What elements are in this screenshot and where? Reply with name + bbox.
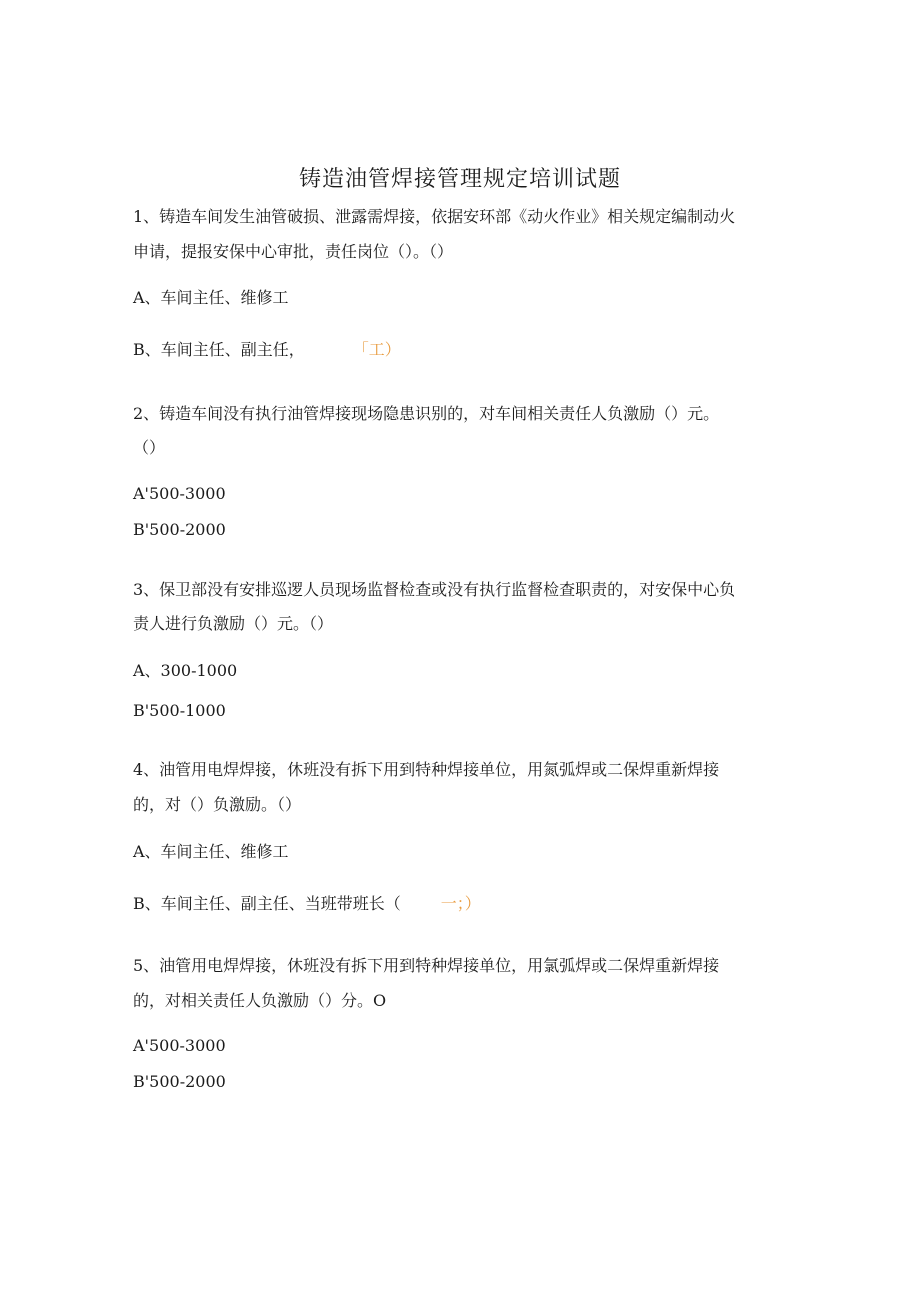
question-3-option-b: B'500-1000 <box>133 701 226 720</box>
question-2-line-1: 2、铸造车间没有执行油管焊接现场隐患识别的，对车间相关责任人负激励（）元。 <box>133 404 720 423</box>
question-1-line-1: 1、铸造车间发生油管破损、泄露需焊接，依据安环部《动火作业》相关规定编制动火 <box>133 207 736 226</box>
question-2-line-2: （） <box>133 438 166 457</box>
question-3-line-2: 责人进行负激励（）元。（） <box>133 614 334 633</box>
option-mark: 一；） <box>440 894 481 913</box>
question-5-line-2: 的，对相关责任人负激励（）分。O <box>133 991 387 1010</box>
option-text: B、车间主任、副主任、当班带班长（ <box>133 894 401 913</box>
question-4-option-b <box>133 894 481 914</box>
question-1-line-2: 申请，提报安保中心审批，责任岗位（）。（） <box>133 242 454 261</box>
question-1-option-a: A、车间主任、维修工 <box>133 288 289 307</box>
option-mark: 「工） <box>360 340 401 359</box>
question-4-line-2: 的，对（）负激励。（） <box>133 795 302 814</box>
question-5-option-b: B'500-2000 <box>133 1072 226 1091</box>
question-4-option-a: A、车间主任、维修工 <box>133 842 289 861</box>
question-2-option-b: B'500-2000 <box>133 520 226 539</box>
question-5-line-1: 5、油管用电焊焊接，休班没有拆下用到特种焊接单位，用氯弧焊或二保焊重新焊接 <box>133 956 720 975</box>
question-4-line-1: 4、油管用电焊焊接，休班没有拆下用到特种焊接单位，用氮弧焊或二保焊重新焊接 <box>133 760 720 779</box>
question-1-option-b <box>133 340 401 360</box>
option-text: B、车间主任、副主任， <box>133 340 305 359</box>
question-3-line-1: 3、保卫部没有安排巡逻人员现场监督检查或没有执行监督检查职责的，对安保中心负 <box>133 580 736 599</box>
question-3-option-a: A、300-1000 <box>133 661 238 680</box>
document-title: 铸造油管焊接管理规定培训试题 <box>298 167 621 192</box>
question-2-option-a: A'500-3000 <box>133 484 226 503</box>
question-5-option-a: A'500-3000 <box>133 1036 226 1055</box>
